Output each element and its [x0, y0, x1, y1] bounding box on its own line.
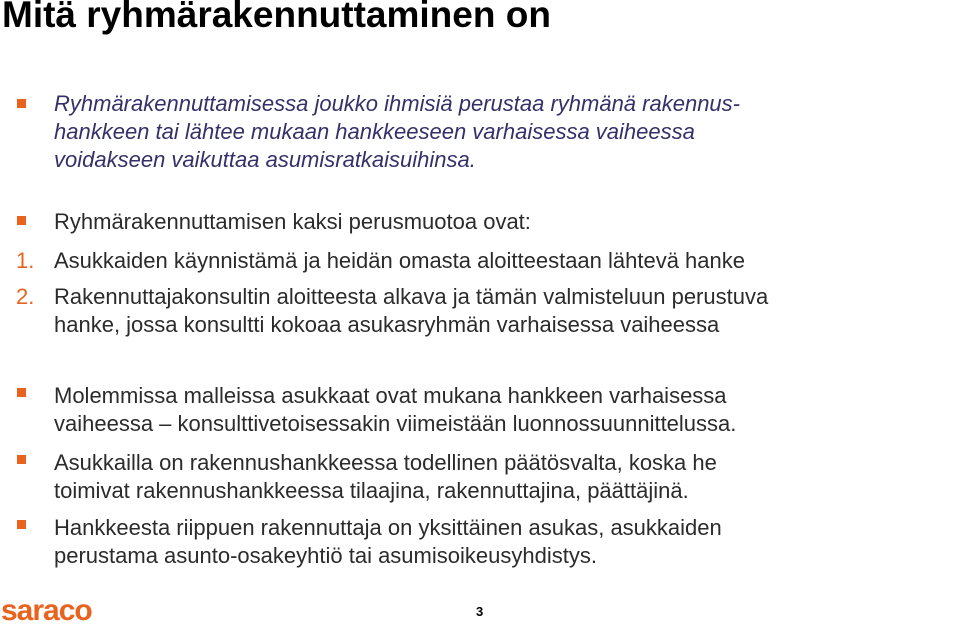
- text-line: voidakseen vaikuttaa asumisratkaisuihinsa.: [54, 147, 476, 172]
- list-number: 2.: [16, 284, 35, 309]
- slide-title: Mitä ryhmärakennuttaminen on: [2, 0, 551, 35]
- text-line: Ryhmärakennuttamisen kaksi perusmuotoa ovat:: [54, 209, 531, 234]
- text-line: Hankkeesta riippuen rakennuttaja on yksittäinen asukas, asukkaiden: [54, 515, 722, 540]
- bullet-marker: [17, 520, 26, 529]
- numbered-text-1: [54, 247, 745, 275]
- bullet-text-models: [54, 382, 736, 438]
- bullet-marker: [17, 99, 26, 108]
- text-line: toimivat rakennushankkeessa tilaajina, rakennuttajina, päättäjinä.: [54, 478, 689, 503]
- text-line: Molemmissa malleissa asukkaat ovat mukana hankkeen varhaisessa: [54, 383, 727, 408]
- numbered-text-2-cont: [54, 311, 719, 339]
- bullet-marker: [17, 388, 26, 397]
- text-line: hankkeen tai lähtee mukaan hankkeeseen varhaisessa vaiheessa: [54, 119, 695, 144]
- saraco-logo: [0, 596, 124, 624]
- text-line: perustama asunto-osakeyhtiö tai asumisoikeusyhdistys.: [54, 543, 597, 568]
- text-line: Ryhmärakennuttamisessa joukko ihmisiä perustaa ryhmänä rakennus-: [54, 91, 740, 116]
- text-line: Rakennuttajakonsultin aloitteesta alkava ja tämän valmisteluun perustuva: [54, 284, 769, 309]
- logo-text: saraco: [1, 596, 92, 624]
- page-number: 3: [476, 604, 484, 619]
- bullet-text-intro: [54, 90, 740, 174]
- bullet-marker: [17, 455, 26, 464]
- bullet-text-developer: [54, 514, 722, 570]
- list-number: 1.: [16, 248, 35, 273]
- text-line: vaiheessa – konsulttivetoisessakin viimeistään luonnossuunnittelussa.: [54, 411, 737, 436]
- numbered-text-2: [54, 283, 768, 311]
- text-line: hanke, jossa konsultti kokoaa asukasryhmän varhaisessa vaiheessa: [54, 312, 720, 337]
- bullet-text-forms: [54, 208, 531, 236]
- text-line: Asukkaiden käynnistämä ja heidän omasta aloitteestaan lähtevä hanke: [54, 248, 746, 273]
- text-line: Asukkailla on rakennushankkeessa todellinen päätösvalta, koska he: [54, 450, 717, 475]
- bullet-marker: [17, 216, 26, 225]
- bullet-text-power: [54, 449, 717, 505]
